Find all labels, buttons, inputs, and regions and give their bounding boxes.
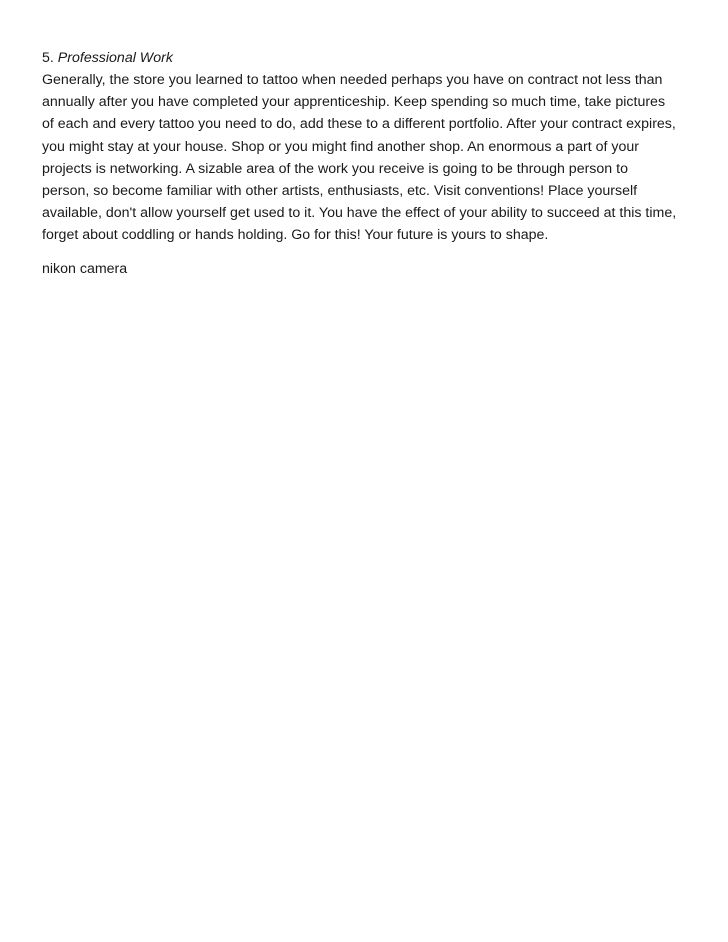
paragraph-line: available, don't allow yourself get used to it. You have the effect of your ability to succeed at this time, (42, 205, 677, 222)
section-title: Professional Work (57, 50, 173, 66)
paragraph-line: projects is networking. A sizable area of the work you receive is going to be through person to (42, 160, 628, 177)
paragraph-line: person, so become familiar with other artists, enthusiasts, etc. Visit conventions! Place yourself (42, 183, 638, 200)
paragraph-line: annually after you have completed your apprenticeship. Keep spending so much time, take pictures (42, 94, 666, 111)
paragraph-line: forget about coddling or hands holding. Go for this! Your future is yours to shape. (42, 227, 549, 244)
paragraph-line: of each and every tattoo you need to do, add these to a different portfolio. After your contract expires, (42, 116, 676, 133)
section-number: 5. (42, 50, 54, 66)
document-page (42, 47, 692, 280)
section-paragraph (42, 69, 692, 247)
footer-keyword-text: nikon camera (42, 260, 128, 277)
paragraph-line: you might stay at your house. Shop or you might find another shop. An enormous a part of your (42, 138, 640, 155)
paragraph-line: Generally, the store you learned to tattoo when needed perhaps you have on contract not less than (42, 72, 663, 88)
section-heading (42, 47, 692, 69)
